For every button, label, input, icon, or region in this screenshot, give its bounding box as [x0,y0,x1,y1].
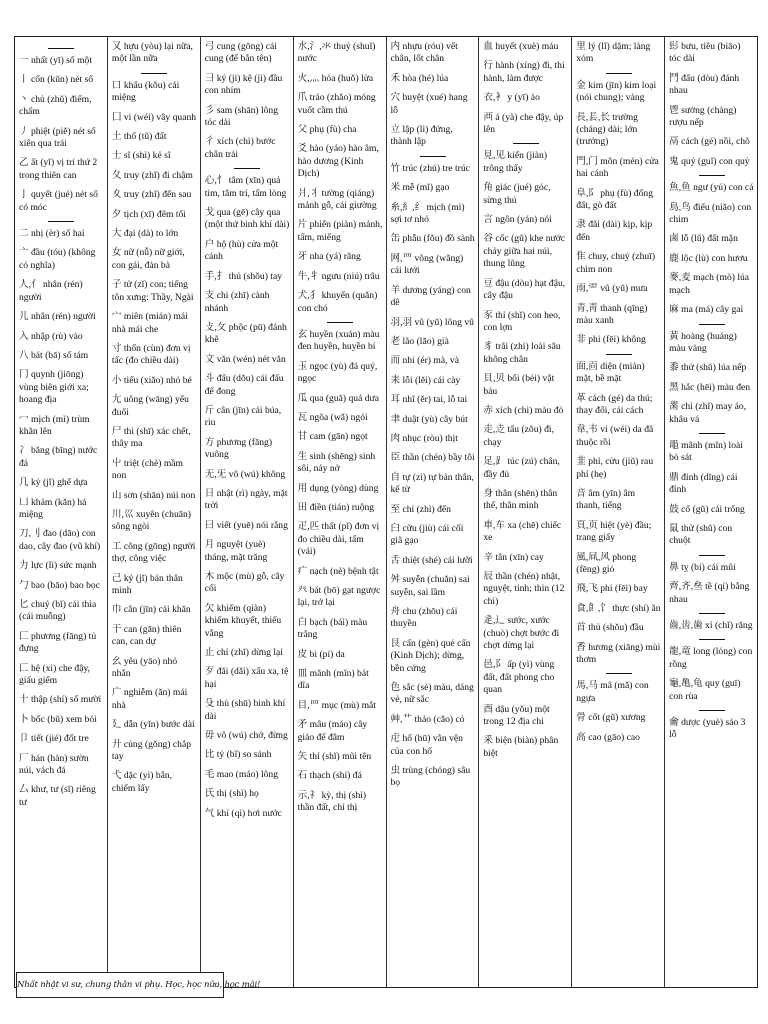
radical-entry: 車,车 xa (chē) chiếc xe [483,519,562,544]
handwritten-motto: Nhất nhật vi sư, chung thân vi phụ. Học, học nữa, học mãi! [16,972,224,998]
radical-entry: 木 mộc (mù) gỗ, cây cối [204,571,285,595]
radical-entry: 夕 tịch (xī) đêm tối [111,208,186,220]
radical-entry: 風,凬,风 phong (fēng) gió [576,551,637,575]
radical-entry: 丶 chủ (zhǔ) điểm, chấm [19,93,92,118]
radical-entry: 面,靣 diện (miàn) mặt, bề mặt [576,360,645,385]
radical-entry: 夊 truy (zhǐ) đến sau [111,189,192,201]
radical-entry: 卜 bốc (bǔ) xem bói [19,713,97,725]
radical-entry: 又 hựu (yòu) lại nữa, một lần nữa [111,41,193,65]
radical-entry: 己 kỷ (jǐ) bản thân mình [111,572,183,596]
radical-entry: 矛 mâu (máo) cây giáo để đâm [297,719,368,743]
radical-entry: 止 chỉ (zhǐ) dừng lại [204,647,283,659]
radical-entry: 青,靑 thanh (qīng) màu xanh [576,302,648,326]
radical-entry: 八 bát (bā) số tám [19,349,89,361]
radical-entry: 門,门 môn (mén) cửa hai cánh [576,155,659,180]
radical-entry: 耳 nhĩ (ěr) tai, lỗ tai [390,394,468,406]
radical-entry: 片 phiến (piàn) mảnh, tấm, miếng [297,219,383,243]
radical-entry: 比 tỷ (bǐ) so sánh [204,749,272,761]
radical-entry: 鼻 tỵ (bí) cái mũi [669,561,736,573]
radical-entry: 音 âm (yīn) âm thanh, tiếng [576,487,636,512]
radical-entry: 儿 nhân (rén) người [19,311,96,323]
stroke-group-divider [699,433,725,434]
radical-entry: 老 lão (lǎo) già [390,335,449,347]
radical-entry: 香 hương (xiāng) mùi thơm [576,641,661,666]
radical-entry: 羊 dương (yáng) con dê [390,284,471,309]
stroke-group-divider [606,73,632,74]
radical-entry: 疒 nạch (nè) bệnh tật [297,565,379,577]
radical-entry: 卩 tiết (jié) đốt tre [19,733,89,745]
radical-entry: 屮 triệt (chè) mầm non [111,457,183,482]
radical-entry: 龍,竜 long (lóng) con rồng [669,646,753,670]
radical-entry: 生 sinh (shēng) sinh sôi, nảy nở [297,450,376,475]
radical-entry: 辛 tân (xīn) cay [483,551,544,563]
radical-entry: 邑,阝 ấp (yì) vùng đất, đất phong cho quan [483,659,555,696]
radical-entry: 彐 ký (jì) kệ (jì) đầu con nhím [204,72,283,97]
stroke-group-divider [141,73,167,74]
radical-entry: 舟 chu (zhōu) cái thuyền [390,606,458,630]
radical-entry: 一 nhất (yī) số một [19,55,93,66]
radical-entry: 酉 dậu (yǒu) một trong 12 địa chi [483,703,550,728]
radical-entry: 心,忄 tâm (xīn) quả tim, tâm trí, tấm lòng [204,175,287,199]
radical-entry: 齒,齿,歯 xỉ (chǐ) răng [669,620,753,631]
radical-entry: 示,礻 kỳ, thị (shì) thần đất, chỉ thị [297,789,367,814]
radical-entry: 攴,攵 phộc (pū) đánh khẽ [204,321,287,346]
radical-entry: 白 bạch (bái) màu trắng [297,616,368,641]
radical-entry: 革 cách (gé) da thú; thay đổi, cải cách [576,392,653,416]
radical-entry: 虍 hổ (hū) vằn vện của con hổ [390,733,463,757]
stroke-group-divider [699,613,725,614]
radical-column-3 [200,37,293,987]
radical-entry: 糸,糹,纟 mịch (mì) sợi tơ nhỏ [390,201,465,226]
radical-entry: 艸,艹 thảo (cǎo) cỏ [390,713,465,725]
stroke-group-divider [606,354,632,355]
radical-entry: 黍 thử (shǔ) lúa nếp [669,362,747,374]
radical-entry: 魚,鱼 ngư (yú) con cá [669,182,754,194]
radical-entry: 韋,韦 vi (wéi) da đã thuộc rồi [576,424,654,448]
radical-entry: 父 phụ (fù) cha [297,124,357,136]
stroke-group-divider [234,168,260,169]
radical-entry: 山 sơn (shān) núi non [111,489,196,501]
radical-entry: 米 mễ (mǐ) gạo [390,182,450,194]
radical-entry: 方 phương (fāng) vuông [204,436,273,461]
radical-entry: 癶 bát (bō) gạt ngược lại, trở lại [297,585,381,609]
radical-entry: 麥,麦 mạch (mò) lúa mạch [669,272,750,296]
radical-entry: 气 khí (qì) hơi nước [204,807,282,819]
radical-entry: 尢 uông (wāng) yếu đuối [111,394,189,418]
radical-entry: 釆 biện (biàn) phân biệt [483,735,559,759]
stroke-group-divider [699,324,725,325]
radical-entry: 鬼 quỷ (guǐ) con quỷ [669,155,750,167]
radical-entry: 氏 thị (shì) họ [204,788,259,800]
radical-entry: 斗 đẩu (dǒu) cái đấu để đong [204,373,284,397]
stroke-group-divider [606,673,632,674]
radical-entry: 血 huyết (xuè) máu [483,41,559,52]
radical-entry: 网,罒 võng (wǎng) cái lưới [390,252,464,277]
radical-entry: 欠 khiếm (qiàn) khiếm khuyết, thiếu vắng [204,602,282,639]
radical-column-4 [293,37,386,987]
stroke-group-divider [420,156,446,157]
radical-entry: 戈 qua (gē) cây qua (một thứ binh khí dài) [204,207,290,231]
radical-entry: 火,灬 hỏa (huǒ) lửa [297,72,374,84]
radical-entry: 長,镸,长 trường (cháng) dài; lớn (trưởng) [576,111,638,148]
radical-entry: 彳 xích (chì) bước chân trái [204,136,276,160]
radical-entry: 歹 đãi (dǎi) xấu xa, tệ hại [204,666,289,690]
radical-entry: 大 đại (dà) to lớn [111,228,179,240]
radical-entry: 龠 dược (yuè) sáo 3 lỗ [669,717,746,741]
radical-entry: 爻 hào (yáo) hào âm, hào dương (Kinh Dịch) [297,143,379,180]
radical-entry: 虫 trùng (chóng) sâu bọ [390,765,471,789]
radical-entry: 矢 thỉ (shǐ) mũi tên [297,751,372,763]
radical-entry: 鹿 lộc (lù) con hươu [669,252,748,264]
radical-entry: 隹 chuy, chuý (zhuī) chim non [576,251,656,275]
radical-entry: 言 ngôn (yán) nói [483,214,552,226]
radical-entry: 皮 bì (pí) da [297,648,345,660]
radical-entry: 牛,牜 ngưu (niú) trâu [297,270,380,282]
radical-entry: 鬲 cách (gé) nồi, chõ [669,136,750,148]
radical-entry: 口 khẩu (kǒu) cái miệng [111,79,180,104]
radical-entry: 入 nhập (rù) vào [19,330,83,342]
radical-column-2 [107,37,200,987]
radical-entry: 二 nhị (èr) số hai [19,228,85,240]
radical-entry: 小 tiểu (xiǎo) nhỏ bé [111,374,192,386]
radical-entry: 冖 mịch (mì) trùm khăn lên [19,413,90,437]
radical-entry: 丿 phiệt (piě) nét sổ xiên qua trái [19,125,96,150]
radical-entry: 户 hộ (hù) cửa một cánh [204,238,279,263]
radical-entry: 瓜 qua (guā) quả dưa [297,392,380,404]
radical-entry: 舌 thiệt (shé) cái lưỡi [390,554,473,566]
radical-entry: 力 lực (lì) sức mạnh [19,560,97,572]
radical-entry: 臣 thần (chén) bầy tôi [390,452,475,464]
radical-entry: 首 thủ (shǒu) đầu [576,622,644,634]
radical-entry: 飛,飞 phi (fēi) bay [576,583,648,595]
stroke-group-divider [327,322,353,323]
radical-entry: 臼 cữu (jiù) cái cối giã gạo [390,522,464,547]
radical-entry: 彡 sam (shān) lông tóc dài [204,104,279,129]
radical-entry: 行 hành (xíng) đi, thi hành, làm được [483,60,565,84]
radical-entry: 襾 á (yà) che đậy, úp lên [483,111,564,136]
radical-entry: 艮 cấn (gèn) quẻ cấn (Kinh Dịch); dừng, bền cứng [390,637,471,674]
radical-entry: 髟 bưu, tiêu (biāo) tóc dài [669,41,741,65]
radical-entry: 工 công (gōng) người thợ, công việc [111,540,196,565]
radical-entry: 冂 quynh (jiōng) vùng biên giới xa; hoang địa [19,369,89,406]
radical-entry: 走,赱 tẩu (zǒu) đi, chạy [483,424,554,448]
radical-entry: 匸 hệ (xì) che đậy, giấu giếm [19,662,91,687]
radical-entry: 頁,页 hiệt (yè) đầu; trang giấy [576,519,652,544]
radical-entry: 自 tự (zì) tự bản thân, kể từ [390,471,474,496]
radical-entry: 鼠 thử (shǔ) con chuột [669,522,733,547]
radical-entry: 雨,⻗ vũ (yǔ) mưa [576,283,648,295]
radical-entry: 几 kỷ (jǐ) ghế dựa [19,477,88,489]
radical-entry: 丨 cổn (kǔn) nét sổ [19,74,94,86]
radical-entry: 皿 mãnh (mǐn) bát dĩa [297,668,369,692]
radical-entry: 支 chi (zhī) cành nhánh [204,290,270,314]
radical-entry: 勹 bao (bāo) bao bọc [19,579,100,591]
radical-entry: 弓 cung (gōng) cái cung (để bắn tên) [204,41,277,65]
radical-entry: 毛 mao (máo) lông [204,768,279,780]
radical-entry: 疋,匹 thất (pǐ) đơn vị đo chiều dài, tấm (vải) [297,521,380,558]
radical-entry: 角 giác (jué) góc, sừng thú [483,182,551,206]
radical-entry: 廾 củng (gǒng) chắp tay [111,738,191,763]
radical-entry: 豸 trãi (zhì) loài sâu không chân [483,341,561,365]
radical-entry: 耒 lỗi (lěi) cái cày [390,374,461,386]
radical-entry: 幺 yêu (yāo) nhỏ nhắn [111,655,178,680]
radical-column-5 [386,37,479,987]
radical-entry: 龜,亀,龟 quy (guī) con rùa [669,678,741,702]
radical-entry: 士 sĩ (shì) kẻ sĩ [111,150,171,162]
radical-entry: 牙 nha (yá) răng [297,251,361,263]
radical-entry: 衣,衤 y (yī) áo [483,92,540,104]
radical-entry: 足,⻊ túc (zú) chân, đầy đủ [483,456,560,480]
radical-entry: 鬥 đấu (dòu) đánh nhau [669,72,740,97]
radical-column-6 [478,37,571,987]
radical-entry: 高 cao (gāo) cao [576,731,640,743]
radical-entry: 女 nữ (nǚ) nữ giới, con gái, đàn bà [111,247,185,271]
radical-entry: 里 lý (lǐ) dặm; làng xóm [576,41,651,65]
radical-entry: 見,见 kiến (jiàn) trông thấy [483,150,548,174]
radical-entry: 囗 vi (wéi) vây quanh [111,111,197,123]
radical-entry: 馬,马 mã (mǎ) con ngựa [576,680,649,704]
radical-entry: 月 nguyệt (yuè) tháng, mặt trăng [204,539,268,563]
stroke-group-divider [699,175,725,176]
radical-entry: 手,扌 thủ (shǒu) tay [204,270,283,282]
radical-entry: 穴 huyệt (xué) hang lỗ [390,92,468,116]
radical-entry: 甘 cam (gān) ngọt [297,431,368,443]
radical-entry: 齊,齐,亝 tề (qí) bằng nhau [669,581,750,605]
radical-entry: 刀,刂 đao (dāo) con dao, cây đao (vũ khí) [19,528,101,552]
radical-entry: 斤 cân (jīn) cái búa, rìu [204,404,282,429]
stroke-group-divider [699,639,725,640]
radical-entry: 厂 hán (hàn) sườn núi, vách đá [19,752,89,777]
radical-entry: 辵,辶 sước, xước (chuò) chợt bước đi chợt dừng lại [483,615,560,652]
radical-entry: 瓦 ngõa (wǎ) ngói [297,411,368,423]
radical-entry: 廴 dẫn (yǐn) bước dài [111,719,195,731]
radical-entry: 匕 chuỷ (bǐ) cái thìa (cái muỗng) [19,599,97,623]
radical-entry: 川,巛 xuyên (chuān) sông ngòi [111,508,191,533]
radical-entry: 无,旡 vô (wú) không [204,468,286,480]
radical-entry: 黃 hoàng (huáng) màu vàng [669,330,737,354]
radical-entry: 玉 ngọc (yù) đá quý, ngọc [297,360,378,385]
radical-entry: 谷 cốc (gǔ) khe nước chảy giữa hai núi, thung lũng [483,233,566,270]
radical-entry: 貝,贝 bối (bèi) vật báu [483,373,555,397]
radical-entry: 凵 khảm (kǎn) há miệng [19,496,87,520]
radical-entry: 殳 thù (shū) binh khí dài [204,698,286,722]
radical-entry: 黑 hắc (hēi) màu đen [669,381,751,393]
stroke-group-divider [48,48,74,49]
radical-entry: 身 thân (shēn) thân thể, thân mình [483,487,558,512]
radical-entry: 匚 phương (fāng) tủ đựng [19,630,97,655]
radical-entry: 目,罒 mục (mù) mắt [297,699,376,711]
radical-entry: 亅 quyết (jué) nét sổ có móc [19,189,98,213]
radical-entry: 阜,阝 phụ (fù) đống đất, gò đất [576,187,653,212]
radical-entry: 骨 cốt (gǔ) xương [576,712,646,724]
radical-entry: 肉 nhục (ròu) thịt [390,432,458,444]
stroke-group-divider [699,710,725,711]
radical-entry: 缶 phẫu (fǒu) đồ sành [390,233,475,245]
radical-entry: 聿 duật (yù) cây bút [390,413,468,425]
radical-entry: 非 phi (fēi) không [576,334,646,346]
radical-entry: 子 tử (zǐ) con; tiếng tôn xưng: Thầy, Ngài [111,279,194,303]
radical-entry: 弋 dặc (yì) bắn, chiếm lấy [111,770,173,794]
radical-entry: 内 nhựu (róu) vết chân, lốt chân [390,41,458,65]
radical-entry: 鳥,鸟 điểu (niǎo) con chim [669,201,752,226]
radical-entry: 爪 trảo (zhǎo) móng vuốt cầm thú [297,92,376,116]
radical-entry: 而 nhi (ér) mà, và [390,355,459,367]
radical-entry: 犬,犭 khuyển (quǎn) con chó [297,290,378,314]
stroke-group-divider [513,143,539,144]
radical-column-8 [664,37,757,987]
radical-entry: 用 dụng (yòng) dùng [297,482,379,494]
radical-entry: 玄 huyền (xuán) màu đen huyền, huyền bí [297,328,380,353]
radical-entry: 十 thập (shí) số mười [19,694,102,706]
radical-entry: 豆 đậu (dòu) hạt đậu, cây đậu [483,277,566,302]
radical-entry: 土 thổ (tǔ) đất [111,131,167,143]
radical-entry: 石 thạch (shí) đá [297,770,362,782]
radical-entry: 色 sắc (sè) màu, dáng vẻ, nữ sắc [390,682,474,706]
radical-column-1 [15,37,107,987]
radical-entry: 鬯 sưởng (chàng) rượu nếp [669,104,737,129]
radical-entry: 尸 thi (shī) xác chết, thây ma [111,425,191,450]
radical-entry: 黹 chỉ (zhǐ) may áo, khâu vá [669,401,747,425]
radical-entry: 亠 đầu (tóu) (không có nghĩa) [19,247,96,271]
radical-entry: 冫 băng (bīng) nước đá [19,445,98,469]
radical-entry: 食,飠,饣 thực (shí) ăn [576,602,661,614]
radical-entry: 毋 vô (wú) chớ, đừng [204,730,288,742]
radical-column-7 [571,37,664,987]
radical-entry: 麻 ma (má) cây gai [669,304,744,316]
radical-entry: 巾 cân (jīn) cái khăn [111,604,191,616]
radical-entry: 爿,丬 tường (qiáng) mảnh gỗ, cái giường [297,187,377,212]
radical-entry: 韭 phỉ, cửu (jiǔ) rau phỉ (hẹ) [576,456,654,480]
radical-entry: 鼎 đỉnh (dǐng) cái đỉnh [669,471,738,496]
radical-entry: 水,氵,氺 thuỷ (shuǐ) nước [297,41,376,65]
radical-entry: 夂 truy (zhǐ) đi chậm [111,169,193,181]
radical-entry: 豕 thỉ (shǐ) con heo, con lợn [483,309,561,333]
radical-entry: 黽 mãnh (mǐn) loài bò sát [669,439,743,464]
radical-entry: 舛 suyễn (chuǎn) sai suyễn, sai lầm [390,574,470,598]
radical-entry: 田 điền (tián) ruộng [297,501,375,513]
radical-entry: 鼓 cổ (gǔ) cái trống [669,503,745,515]
radical-entry: 赤 xích (chì) màu đỏ [483,404,564,416]
radical-entry: 宀 miên (mián) mái nhà mái che [111,311,188,335]
radical-entry: 竹 trúc (zhú) tre trúc [390,162,470,174]
radical-entry: 寸 thốn (cùn) đơn vị tấc (đo chiều dài) [111,342,191,367]
radical-entry: 立 lập (lì) đứng, thành lập [390,124,453,148]
radical-entry: 人,亻 nhân (rén) người [19,279,83,303]
radical-entry: 乙 ất (yǐ) vị trí thứ 2 trong thiên can [19,157,98,181]
radical-entry: 厶 khư, tư (sī) riêng tư [19,784,96,808]
radical-entry: 鹵 lỗ (lǔ) đất mặn [669,233,738,245]
radical-entry: 广 nghiễm (ǎn) mái nhà [111,687,188,711]
stroke-group-divider [48,221,74,222]
radical-entry: 禾 hòa (hé) lúa [390,72,449,84]
radical-entry: 文 văn (wén) nét văn [204,353,286,365]
radical-entry: 至 chí (zhì) đến [390,503,451,515]
radical-entry: 羽,羽 vũ (yǔ) lông vũ [390,316,474,328]
radical-entry: 日 nhật (rì) ngày, mặt trời [204,487,288,512]
radical-entry: 金 kim (jīn) kim loại (nói chung); vàng [576,79,657,104]
radical-entry: 干 can (gān) thiên can, can dự [111,623,182,648]
stroke-group-divider [699,555,725,556]
radical-entry: 隶 đãi (dài) kịp, kịp đến [576,219,653,243]
radical-entry: 曰 viết (yuē) nói rằng [204,519,288,531]
radical-entry: 辰 thần (chén) nhật, nguyệt, tinh; thìn (12 chi) [483,571,565,607]
radical-table [14,36,758,988]
